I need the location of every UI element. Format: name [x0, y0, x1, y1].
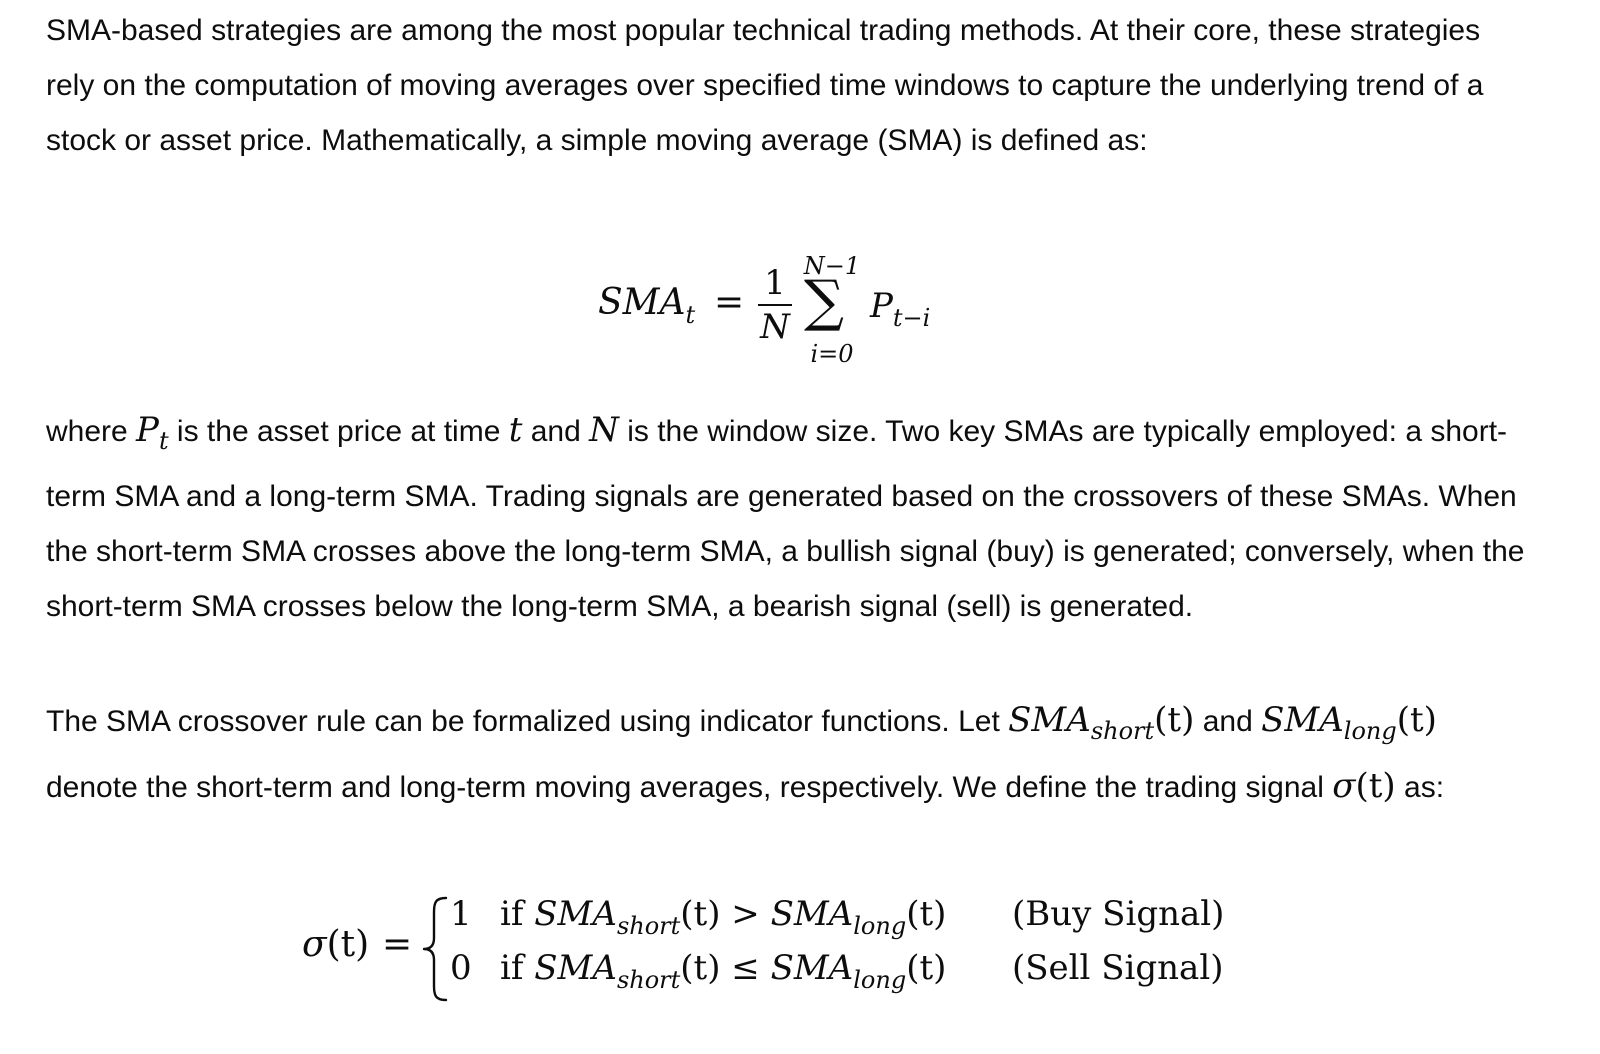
case-if: if	[500, 894, 535, 934]
case-if: if	[500, 948, 535, 988]
case-label: (Sell Signal)	[1012, 948, 1224, 988]
math-symbol: P	[136, 410, 159, 450]
text-segment: is the window size. Two key SMAs are typically employed: a short-term SMA and a long-term SMA. Trading signals are generated based on the crossovers of these SMAs. When the short-term SMA crosses above the long-term SMA, a bullish signal (buy) is generated; conversely, when the short-term SMA crosses below the long-term SMA, a bearish signal (sell) is generated.	[46, 415, 1525, 623]
equals-sign: =	[382, 924, 413, 965]
text-segment: The SMA crossover rule can be formalized using indicator functions. Let	[46, 705, 1009, 738]
math-sigma	[1332, 766, 1395, 806]
text-segment: and	[1194, 705, 1262, 738]
math-sma-short	[1008, 700, 1195, 745]
fraction	[758, 264, 792, 346]
math-argument: (t)	[1355, 766, 1396, 806]
math-subscript: long	[853, 912, 907, 940]
case-sell	[450, 948, 1223, 994]
paragraph-crossover	[46, 693, 1526, 815]
math-argument: (t)	[906, 894, 947, 934]
math-subscript: short	[616, 966, 681, 994]
text-segment: denote the short-term and long-term moving averages, respectively. We define the trading signal	[46, 771, 1333, 804]
text-segment: where	[46, 415, 137, 448]
math-symbol: SMA	[1261, 700, 1344, 740]
equation-lhs	[598, 282, 695, 329]
left-brace-icon	[420, 894, 450, 1004]
math-sma-long	[1261, 700, 1437, 745]
fraction-denominator: N	[760, 307, 790, 347]
fraction-bar	[758, 304, 792, 306]
math-time: t	[508, 410, 523, 450]
fraction-numerator: 1	[764, 263, 786, 303]
paragraph-intro	[46, 3, 1526, 168]
math-argument: (t)	[1396, 700, 1437, 740]
paragraph-definition	[46, 403, 1526, 634]
math-subscript: long	[1343, 717, 1397, 745]
sum-upper-limit: N−1	[803, 252, 861, 280]
summation-symbol: ∑	[804, 269, 844, 334]
math-symbol: SMA	[534, 948, 617, 988]
math-subscript: short	[1090, 717, 1155, 745]
case-value: 1	[450, 894, 472, 934]
case-buy	[450, 894, 1224, 940]
math-symbol: σ	[302, 924, 327, 965]
sum-lower-limit: i=0	[810, 340, 854, 368]
math-symbol: SMA	[534, 894, 617, 934]
math-subscript: short	[616, 912, 681, 940]
math-argument: (t)	[906, 948, 947, 988]
math-argument: (t) >	[680, 894, 771, 934]
case-label: (Buy Signal)	[1012, 894, 1225, 934]
math-symbol: SMA	[1008, 700, 1091, 740]
math-argument: (t)	[326, 924, 370, 965]
math-subscript: t	[685, 301, 696, 329]
equation-sma-definition	[0, 240, 1600, 380]
math-symbol: SMA	[770, 948, 854, 988]
equals-sign: =	[714, 282, 745, 323]
math-subscript: long	[853, 966, 907, 994]
equation-rhs	[870, 286, 930, 332]
math-argument: (t) ≤	[680, 948, 771, 988]
case-value: 0	[450, 948, 472, 988]
math-symbol: SMA	[770, 894, 854, 934]
math-argument: (t)	[1154, 700, 1195, 740]
math-window: N	[589, 410, 619, 450]
equation-lhs	[302, 924, 369, 965]
math-price	[136, 410, 169, 455]
text-segment: and	[522, 415, 590, 448]
paragraph-intro-text: SMA-based strategies are among the most popular technical trading methods. At their core, these strategies rely on the computation of moving averages over specified time windows to capture the underlying trend of a stock or asset price. Mathematically, a simple moving average (SMA) is defined as:	[46, 14, 1484, 157]
math-symbol: P	[870, 286, 893, 326]
equation-trading-signal	[0, 890, 1600, 1010]
text-segment: as:	[1395, 771, 1445, 804]
math-symbol: σ	[1332, 766, 1356, 806]
math-subscript: t−i	[892, 304, 931, 332]
case-condition	[500, 894, 1012, 940]
math-symbol: SMA	[598, 282, 686, 323]
text-segment: is the asset price at time	[168, 415, 509, 448]
math-subscript: t	[158, 427, 169, 455]
case-condition	[500, 948, 1012, 994]
